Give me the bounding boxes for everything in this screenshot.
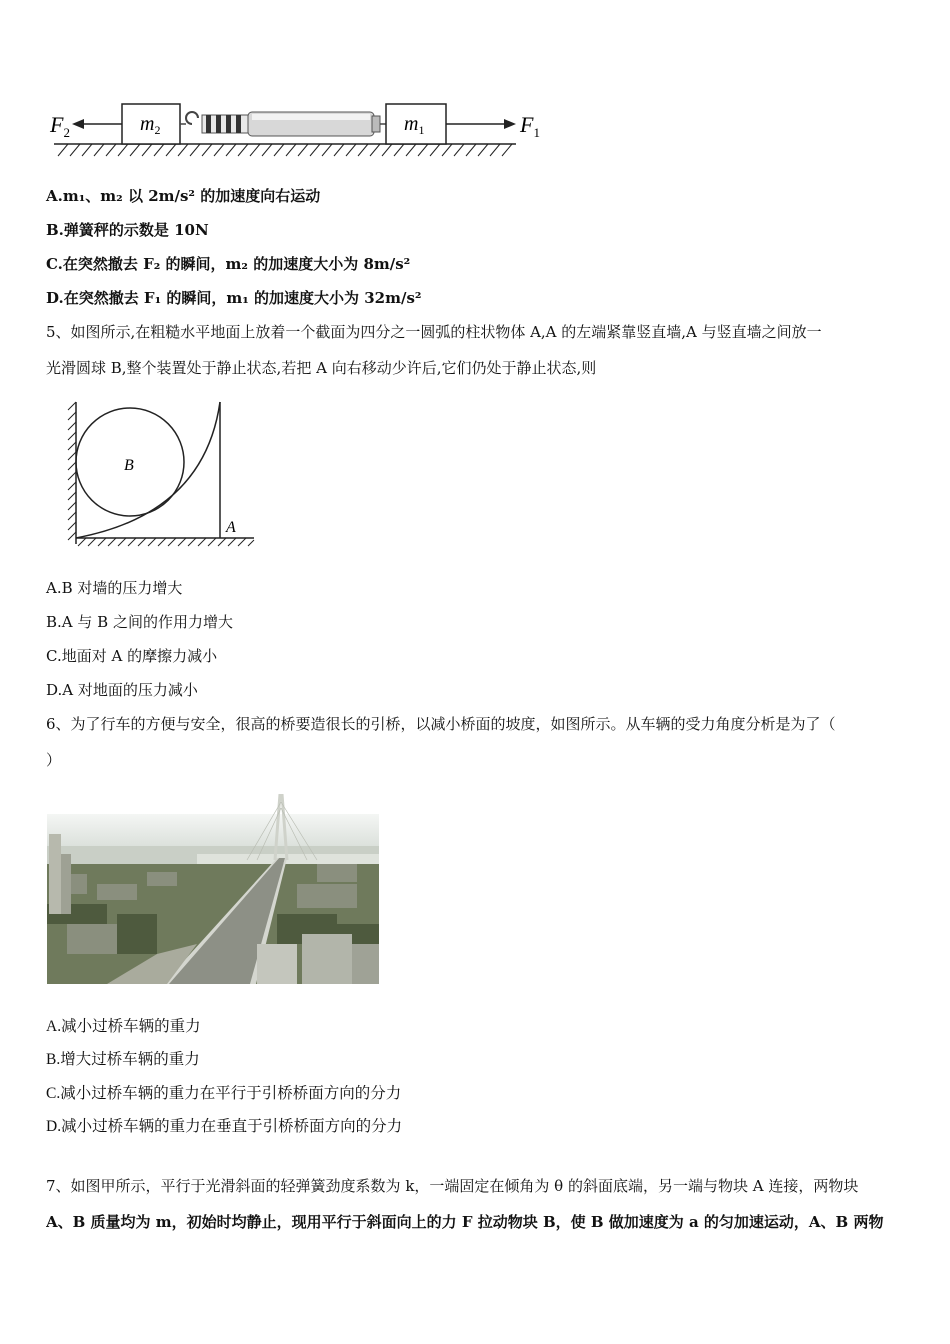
q6-stem-line-1: 6、为了行车的方便与安全，很高的桥要造很长的引桥，以减小桥面的坡度，如图所示。从车辆的受力角度分析是为了（	[46, 715, 836, 733]
block-a-label: A	[226, 519, 236, 536]
m1-label: $m_1$	[404, 113, 425, 137]
q7-stem	[46, 1176, 906, 1232]
q6-option-b: B.增大过桥车辆的重力	[46, 1051, 200, 1068]
m2-label: $m_2$	[140, 113, 161, 137]
q6-stem	[46, 714, 906, 770]
q7-stem-line-2: A、B 质量均为 m，初始时均静止，现用平行于斜面向上的力 F 拉动物块 B，使 B 做加速度为 a 的匀加速运动，A、B 两物	[46, 1213, 884, 1231]
q5-stem	[46, 322, 906, 378]
f1-label: $F_1$	[520, 112, 540, 140]
q5-option-a: A.B 对墙的压力增大	[46, 579, 183, 597]
ball-b-label: B	[124, 457, 134, 474]
q4-option-b: B.弹簧秤的示数是 10N	[46, 221, 209, 239]
q5-option-c: C.地面对 A 的摩擦力减小	[46, 647, 218, 665]
q5-stem-line-2: 光滑圆球 B,整个装置处于静止状态,若把 A 向右移动少许后,它们仍处于静止状态,则	[46, 359, 597, 377]
q6-option-a: A.减小过桥车辆的重力	[46, 1018, 201, 1035]
q7-stem-line-1: 7、如图甲所示，平行于光滑斜面的轻弹簧劲度系数为 k，一端固定在倾角为 θ 的斜面底端，另一端与物块 A 连接，两物块	[46, 1177, 859, 1195]
q6-option-c: C.减小过桥车辆的重力在平行于引桥桥面方向的分力	[46, 1085, 402, 1102]
q5-option-b: B.A 与 B 之间的作用力增大	[46, 613, 233, 631]
q4-option-a: A.m₁、m₂ 以 2m/s² 的加速度向右运动	[46, 187, 321, 205]
q4-option-c: C.在突然撤去 F₂ 的瞬间，m₂ 的加速度大小为 8m/s²	[46, 255, 411, 273]
q5-option-d: D.A 对地面的压力减小	[46, 681, 198, 699]
q4-option-d: D.在突然撤去 F₁ 的瞬间，m₁ 的加速度大小为 32m/s²	[46, 289, 422, 307]
f2-label: $F_2$	[50, 112, 70, 140]
spring-balance-figure	[46, 100, 556, 162]
ball-wall-figure	[64, 396, 260, 552]
q6-stem-line-2: ）	[46, 751, 62, 769]
q6-option-d: D.减小过桥车辆的重力在垂直于引桥桥面方向的分力	[46, 1118, 403, 1135]
bridge-photo	[47, 794, 379, 984]
q5-stem-line-1: 5、如图所示,在粗糙水平地面上放着一个截面为四分之一圆弧的柱状物体 A,A 的左端紧靠竖直墙,A 与竖直墙之间放一	[46, 323, 822, 341]
